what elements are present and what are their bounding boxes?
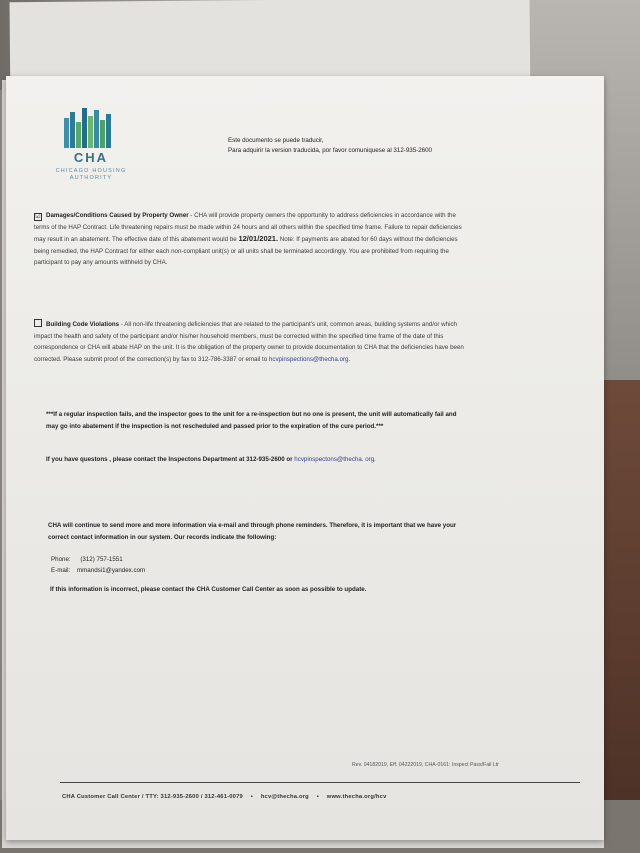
phone-value: (312) 757-1551 xyxy=(80,556,123,563)
translation-line-1: Este documento se puede traducir, xyxy=(228,137,324,144)
building-code-text: - All non-life threatening deficiencies that are related to the participant's unit, common areas, building systems and/or which impact the health and safety of the participant and/or his/her household members, must be corrected within the specified time frame of the date of this correspondence or CHA will abate HAP on the unit. It is the obligation of the property owner to provide documentation to CHA that the deficiencies have been corrected. Please submit proof of the correction(s) by fax to 312-786-3387 or email to xyxy=(34,321,464,363)
footer-email[interactable]: hcv@thecha.org xyxy=(260,794,309,800)
contact-info-intro: CHA will continue to send more and more information via e-mail and through phone reminders. Therefore, it is important that we have your correct contact information in our system. Our records indicate the following: xyxy=(48,522,457,541)
email-label: E-mail: xyxy=(51,567,71,574)
cha-logo xyxy=(56,108,126,188)
translation-notice xyxy=(228,136,432,156)
phone-row xyxy=(51,554,145,565)
damages-text-1: - CHA will provide property owners the opportunity to address deficiencies in accordance with the terms of the HAP Contract. Life threatening repairs must be made within 24 hours and all others within the specified time frame. Failure to repair deficiencies may result in an abatement. The effective date of this abatement would be xyxy=(34,212,462,243)
cha-logo-icon xyxy=(56,108,126,152)
inspections-email-link[interactable]: hcvpinspections@thecha.org. xyxy=(268,355,351,363)
footer-bullet-2: • xyxy=(316,794,319,800)
footer-call-center: CHA Customer Call Center / TTY: 312-935-2600 / 312-461-0079 xyxy=(62,794,243,800)
logo-wordmark: CHA xyxy=(73,150,109,165)
building-code-title: Building Code Violations xyxy=(46,321,120,328)
footer xyxy=(62,794,393,800)
incorrect-info-note: If this information is incorrect, please contact the CHA Customer Call Center as soon as possible to update. xyxy=(50,586,367,593)
logo-subtitle xyxy=(44,168,138,182)
damages-title: Damages/Conditions Caused by Property Owner xyxy=(46,212,189,219)
letter-page xyxy=(6,76,604,840)
logo-subtitle-line-2: AUTHORITY xyxy=(69,175,113,181)
questions-line xyxy=(46,456,466,463)
damages-checkbox[interactable]: ☑ xyxy=(35,214,41,220)
questions-email-link[interactable]: hcvpinspectons@thecha. org. xyxy=(294,456,376,463)
phone-label: Phone: xyxy=(51,556,71,563)
revision-code: Rev. 04182019, Eff. 04222019, CHA-0161: Inspect Pass/Fail Ltr xyxy=(352,762,499,768)
footer-bullet-1: • xyxy=(250,794,253,800)
contact-details xyxy=(51,554,145,576)
building-code-section xyxy=(34,319,466,365)
email-value: mmandsi1@yandex.com xyxy=(77,567,146,574)
damages-text-2: Note: If payments are abated for 60 days without the deficiencies being remedied, the HAP Contract for either each non-compliant unit(s) or all units shall be terminated accordingly. You are prohibited from requiring the participant to pay any amounts withheld by CHA. xyxy=(34,236,458,266)
building-code-checkbox[interactable] xyxy=(34,319,42,327)
questions-text: If you have questons , please contact the Inspectons Department at 312-935-2600 or xyxy=(46,456,295,463)
damages-section xyxy=(34,210,466,269)
logo-subtitle-line-1: CHICAGO HOUSING xyxy=(55,168,127,174)
footer-divider xyxy=(60,782,580,783)
email-row xyxy=(51,565,145,576)
reinspection-note: ***If a regular inspection fails, and the inspector goes to the unit for a re-inspection but no one is present, the unit will automatically fail and may go into abatement if the inspection is not rescheduled and passed prior to the expiration of the cure period.*** xyxy=(46,411,457,430)
translation-line-2: Para adquirir la version traducida, por favor comuniquese al 312-935-2600 xyxy=(228,147,432,154)
footer-website[interactable]: www.thecha.org/hcv xyxy=(326,794,387,800)
abatement-date: 12/01/2021. xyxy=(238,234,279,243)
